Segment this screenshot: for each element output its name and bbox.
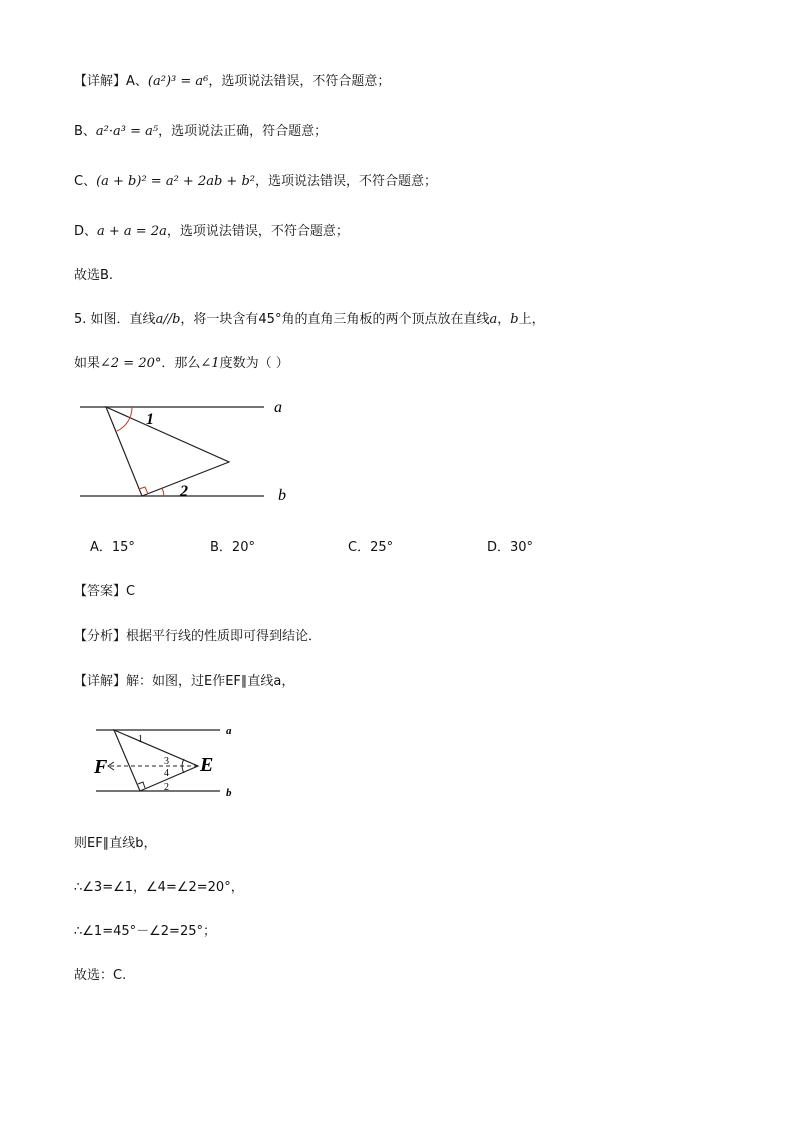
label-2: 2 [164,782,169,793]
detail-suffix: ，选项说法正确，符合题意； [158,124,328,139]
detail-line-a [74,72,390,92]
solution-intro: 【详解】解：如图，过E作EF∥直线a， [74,674,295,689]
label-3: 3 [164,756,169,767]
angle-2-arc [162,488,164,496]
line-a-label: a [274,399,282,416]
line-b-label: b [226,787,232,799]
detail-suffix: ，选项说法错误，不符合题意； [254,174,437,189]
line-b-label: b [278,487,286,504]
question-text: ．那么 [161,356,201,371]
detail-line-c [74,172,437,192]
angle-2-label: 2 [180,483,188,500]
option-d: D．30° [487,540,534,555]
triangle [114,730,198,791]
detail-suffix: ，选项说法错误，不符合题意； [166,224,349,239]
question-var-b: b [510,312,519,327]
question-line-2 [74,354,289,374]
label-f: F [94,756,108,778]
question-number: 5. [74,312,87,327]
step-2: ∴∠3=∠1，∠4=∠2=20°， [74,880,244,895]
figure-auxiliary-line [84,718,244,804]
label-1: 1 [138,734,143,745]
question-text: ， [497,312,511,327]
option-a: A．15° [90,540,135,555]
detail-prefix: 【详解】A、 [74,74,148,89]
angle-1-arc [117,407,132,431]
question-text: 度数为（ ） [219,356,289,371]
detail-prefix: D、 [74,224,98,239]
step-3: ∴∠1=45°－∠2=25°； [74,924,216,939]
option-c: C．25° [348,540,394,555]
detail-suffix: ，选项说法错误，不符合题意； [208,74,391,89]
question-line-1 [74,310,545,330]
detail-prefix: C、 [74,174,97,189]
detail-math: a²·a³ = a⁵ [95,124,159,139]
question-text: 如果 [74,356,101,371]
label-e: E [200,754,214,776]
line-a-label: a [226,725,232,737]
step-1: 则EF∥直线b， [74,836,157,851]
question-text: 上， [518,312,545,327]
question-math: ∠2 = 20° [100,356,162,371]
detail-conclusion: 故选B. [74,268,114,283]
right-angle-mark [138,782,145,788]
angle-1-label: 1 [146,411,154,428]
analysis: 【分析】根据平行线的性质即可得到结论． [74,629,322,644]
figure-parallel-lines-triangle [76,392,306,510]
detail-prefix: B、 [74,124,96,139]
question-var-a: a [489,312,498,327]
detail-line-b [74,122,327,142]
detail-line-d [74,222,349,242]
label-4: 4 [164,768,169,779]
detail-math: (a + b)² = a² + 2ab + b² [96,174,255,189]
step-4: 故选：C. [74,968,127,983]
triangle [106,407,229,496]
question-math: a//b [155,312,181,327]
detail-math: a + a = 2a [97,224,167,239]
question-text: 如图．直线 [90,312,156,327]
question-math: ∠1 [200,356,220,371]
option-b: B．20° [210,540,255,555]
question-text: ，将一块含有45°角的直角三角板的两个顶点放在直线 [180,312,490,327]
detail-math: (a²)³ = a⁶ [147,74,209,89]
answer: 【答案】C [74,584,136,599]
